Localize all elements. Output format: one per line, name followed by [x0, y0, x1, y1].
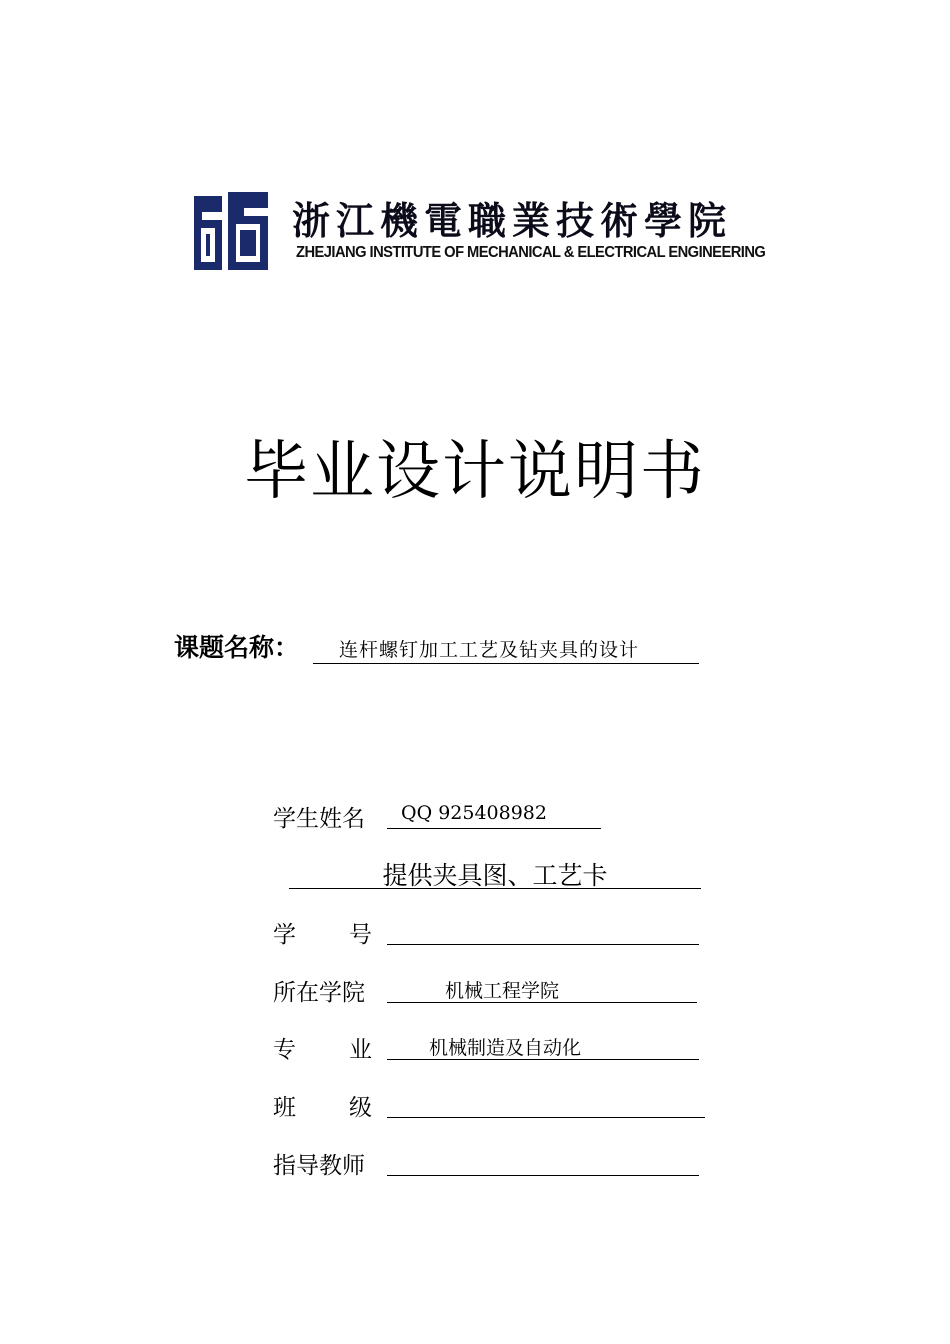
student-id-label-b: 号 [349, 922, 372, 948]
class-value [387, 1091, 705, 1118]
class-label-a: 班 [273, 1095, 296, 1121]
advisor-label: 指导教师 [273, 1153, 365, 1179]
student-name-label: 学生姓名 [273, 806, 365, 832]
college-emblem-icon [188, 186, 274, 274]
institution-logo [188, 186, 768, 278]
provide-note: 提供夹具图、工艺卡 [289, 856, 701, 889]
student-id-label [273, 916, 377, 949]
student-name-row [273, 800, 547, 833]
topic-label: 课题名称： [174, 633, 300, 662]
major-label-b: 业 [349, 1037, 372, 1063]
major-value: 机械制造及自动化 [387, 1033, 699, 1060]
institution-name-cn: 浙江機電職業技術學院 [292, 198, 733, 243]
student-id-value [387, 918, 699, 945]
student-name-value: QQ 925408982 [387, 802, 601, 829]
major-row [273, 1031, 582, 1064]
major-label [273, 1031, 377, 1064]
class-label-b: 级 [349, 1095, 372, 1121]
class-row [273, 1089, 377, 1122]
document-title: 毕业设计说明书 [244, 435, 706, 509]
major-label-a: 专 [273, 1037, 296, 1063]
class-label [273, 1089, 377, 1122]
advisor-value [387, 1149, 699, 1176]
college-label: 所在学院 [273, 980, 365, 1006]
topic-line [174, 628, 699, 664]
college-value: 机械工程学院 [387, 976, 697, 1003]
student-id-label-a: 学 [273, 922, 296, 948]
advisor-row [273, 1147, 377, 1180]
student-id-row [273, 916, 377, 949]
institution-name-en: ZHEJIANG INSTITUTE OF MECHANICAL & ELECTRICAL ENGINEERING [296, 244, 766, 261]
college-row [273, 974, 560, 1007]
topic-value: 连杆螺钉加工工艺及钻夹具的设计 [313, 635, 699, 664]
